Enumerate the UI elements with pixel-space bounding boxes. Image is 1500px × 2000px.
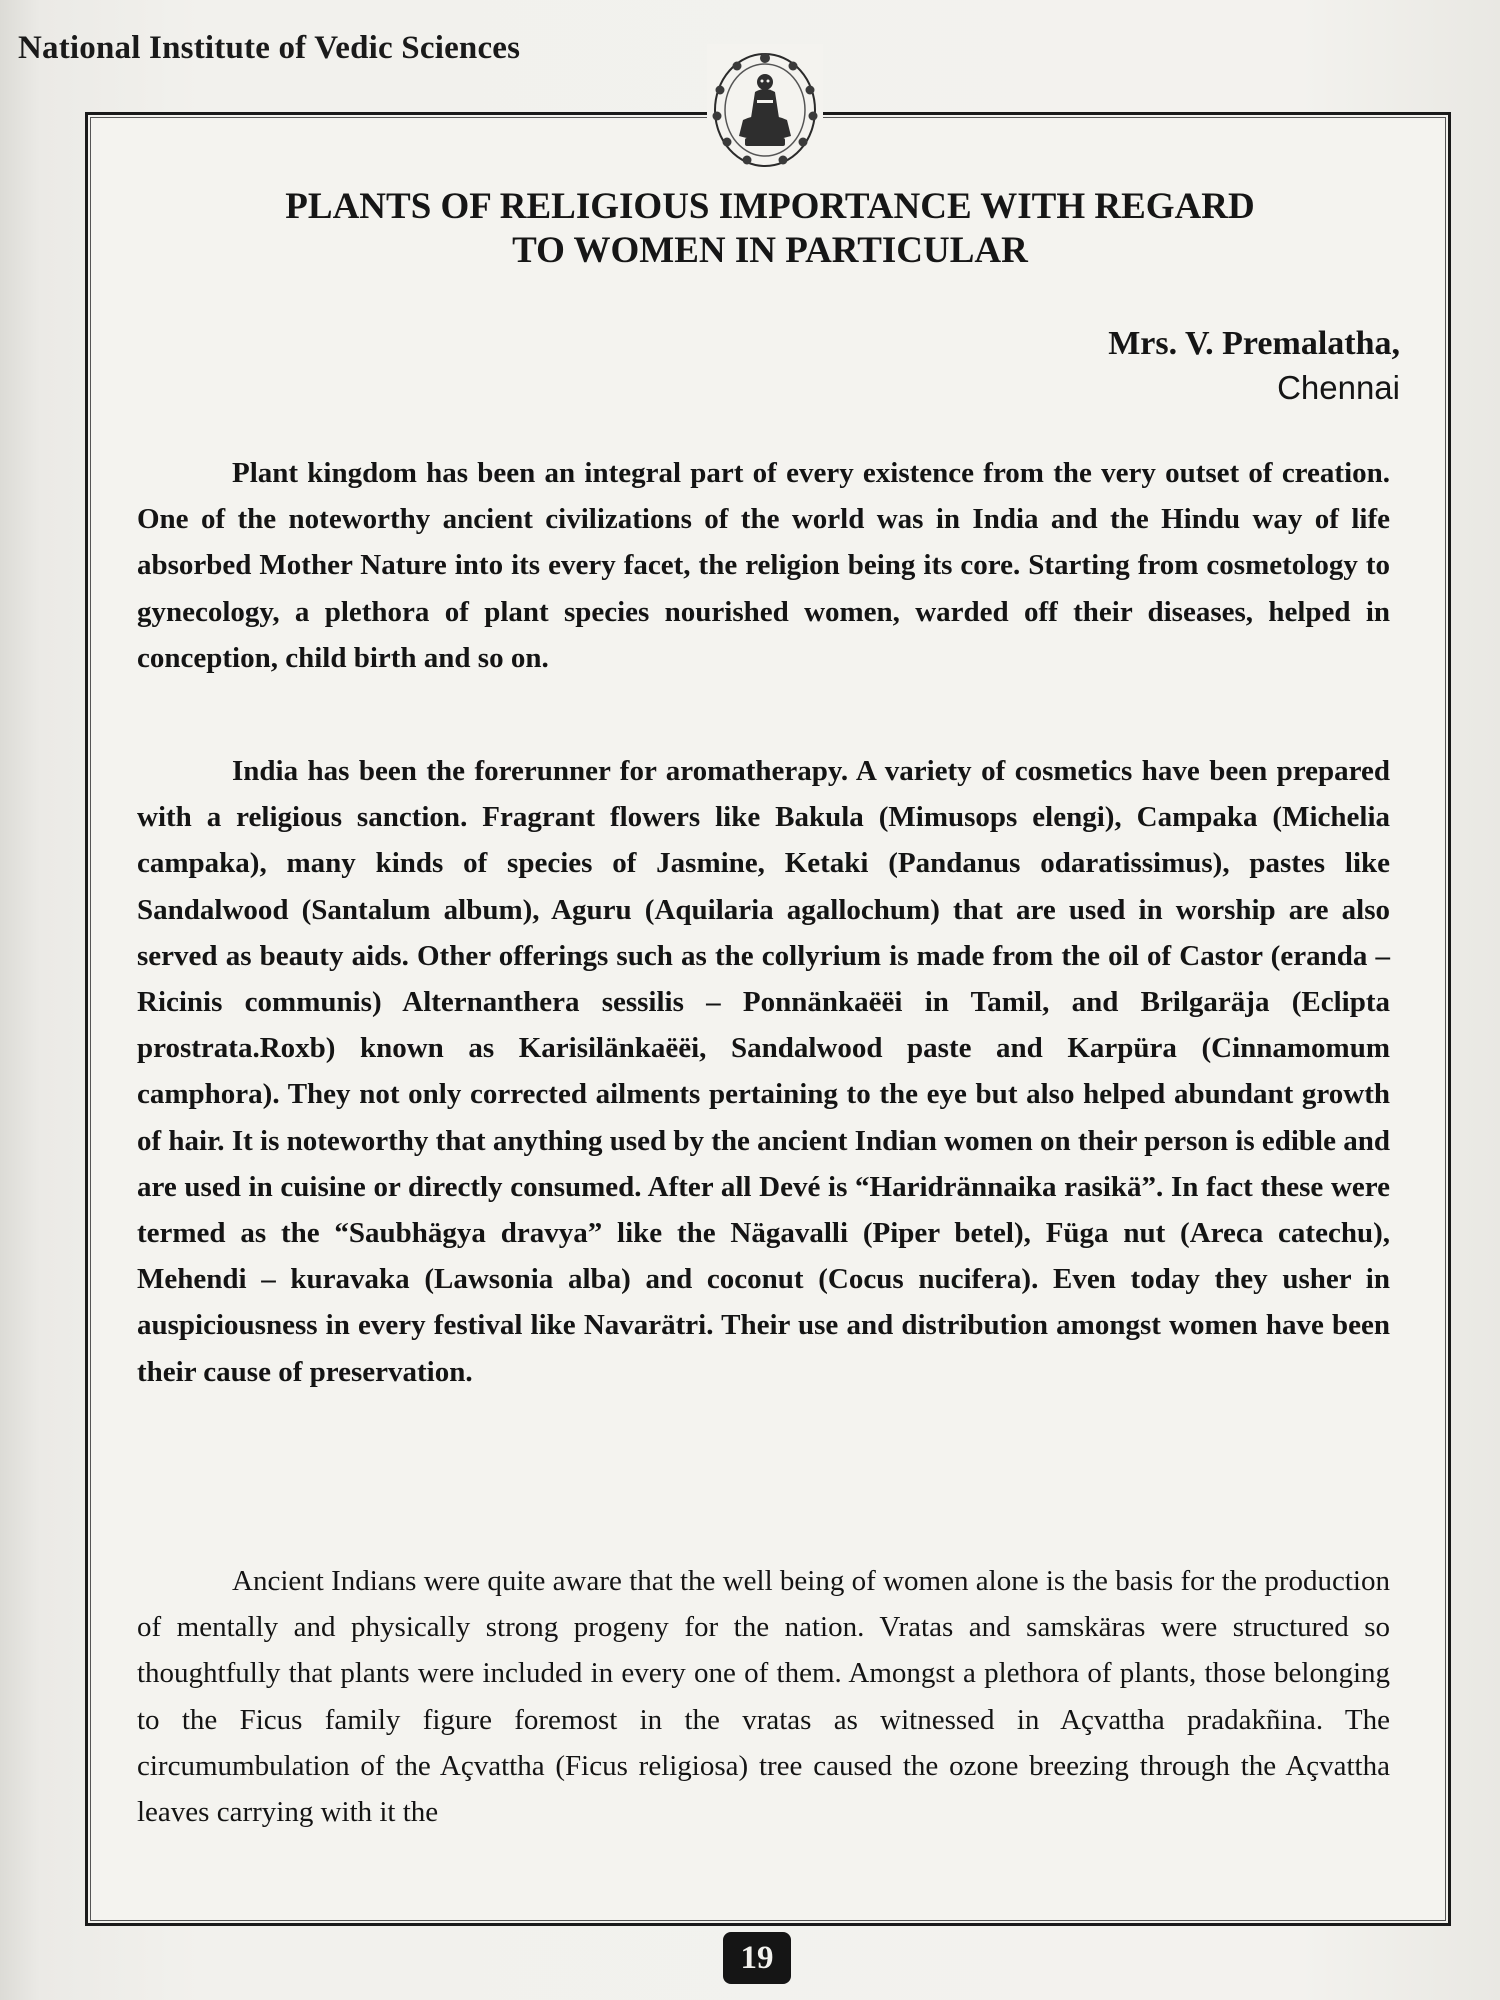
article-title-line2: TO WOMEN IN PARTICULAR bbox=[512, 230, 1028, 271]
paragraph-text: India has been the forerunner for aromatherapy. A variety of cosmetics have been prepared with a religious sanction. Fragrant flowers like Bakula (Mimusops elengi), Campaka (Michelia campaka), many kinds of species of Jasmine, Ketaki (Pandanus odaratissimus), pastes like Sandalwood (Santalum album), Aguru (Aquilaria agallochum) that are used in worship are also served as beauty aids. Other offerings such as the collyrium is made from the oil of Castor (eranda – Ricinis communis) Alternanthera sessilis – Ponnänkaëëi in Tamil, and Brilgaräja (Eclipta prostrata.Roxb) known as Karisilänkaëëi, Sandalwood paste and Karpüra (Cinnamomum camphora). They not only corrected ailments pertaining to the eye but also helped abundant growth of hair. It is noteworthy that anything used by the ancient Indian women on their person is edible and are used in cuisine or directly consumed. After all Devé is “Haridrännaika rasikä”. In fact these were termed as the “Saubhägya dravya” like the Nägavalli (Piper betel), Füga nut (Areca catechu), Mehendi – kuravaka (Lawsonia alba) and coconut (Cocus nucifera). Even today they usher in auspiciousness in every festival like Navarätri. Their use and distribution amongst women have been their cause of preservation. bbox=[137, 755, 1390, 1388]
article-paragraph-3 bbox=[137, 1558, 1390, 1835]
article-paragraph-2 bbox=[137, 748, 1390, 1395]
article-title-line1: PLANTS OF RELIGIOUS IMPORTANCE WITH REGARD bbox=[285, 186, 1255, 227]
institute-header: National Institute of Vedic Sciences bbox=[18, 30, 521, 66]
article-paragraph-1 bbox=[137, 450, 1390, 681]
author-city: Chennai bbox=[1277, 369, 1400, 406]
paragraph-text: Plant kingdom has been an integral part of every existence from the very outset of creation. One of the noteworthy ancient civilizations of the world was in India and the Hindu way of life absorbed Mother Nature into its every facet, the religion being its core. Starting from cosmetology to gynecology, a plethora of plant species nourished women, warded off their diseases, helped in conception, child birth and so on. bbox=[137, 457, 1390, 674]
page-number: 19 bbox=[723, 1932, 791, 1984]
author-name: Mrs. V. Premalatha, bbox=[1108, 325, 1400, 362]
deity-emblem-icon bbox=[707, 44, 823, 176]
author-byline bbox=[1108, 322, 1400, 410]
article-title bbox=[100, 185, 1440, 273]
paragraph-text: Ancient Indians were quite aware that the well being of women alone is the basis for the production of mentally and physically strong progeny for the nation. Vratas and samskäras were structured so thoughtfully that plants were included in every one of them. Amongst a plethora of plants, those belonging to the Ficus family figure foremost in the vratas as witnessed in Açvattha pradakñina. The circumumbulation of the Açvattha (Ficus religiosa) tree caused the ozone breezing through the Açvattha leaves carrying with it the bbox=[137, 1565, 1390, 1829]
